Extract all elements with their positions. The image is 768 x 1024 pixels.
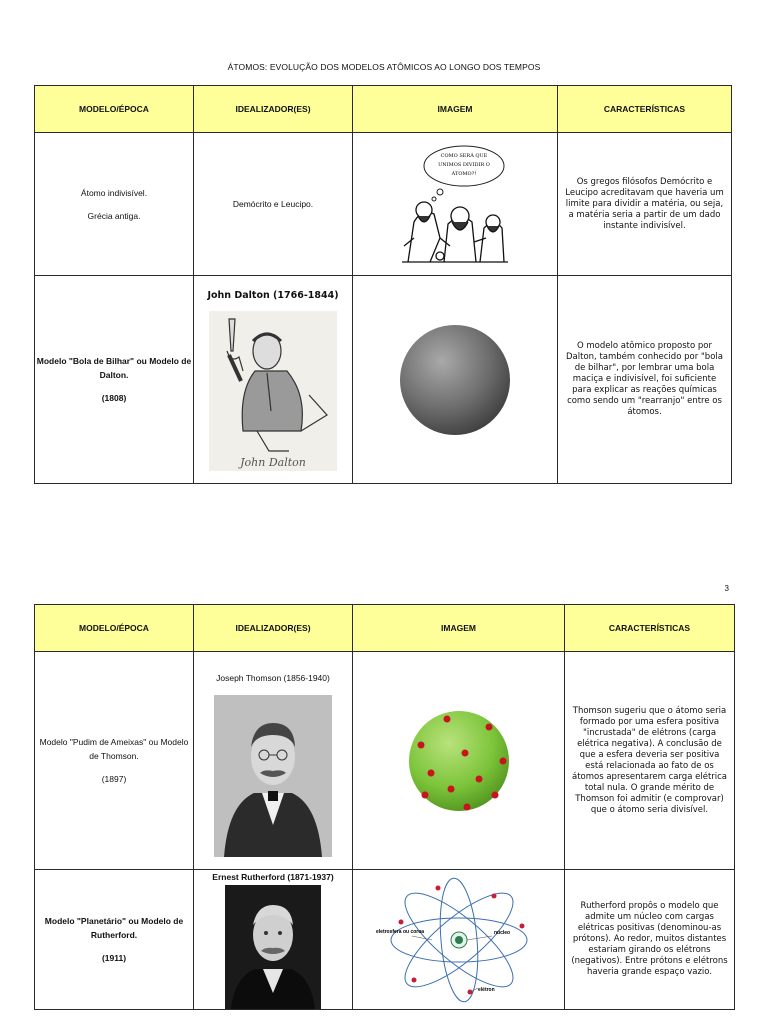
atomic-models-table-part-2 xyxy=(34,604,735,1010)
cartoon-caption-line-1: COMO SERÁ QUE xyxy=(440,153,488,159)
table-row xyxy=(35,276,732,484)
document-title: ÁTOMOS: EVOLUÇÃO DOS MODELOS ATÔMICOS AO LONGO DOS TEMPOS xyxy=(227,62,541,72)
model-name: Modelo "Bola de Bilhar" ou Modelo de Dalton. xyxy=(36,356,192,380)
model-cell xyxy=(35,652,194,870)
authors-cell xyxy=(194,276,353,484)
label-eletron: elétron xyxy=(477,986,495,993)
authors-cell xyxy=(194,870,353,1010)
model-cell xyxy=(35,276,194,484)
billiard-ball-sphere xyxy=(398,323,512,437)
authors-cell: Demócrito e Leucipo. xyxy=(194,133,353,276)
header-image: IMAGEM xyxy=(353,86,558,133)
page-number: 3 xyxy=(724,584,729,593)
model-name: Modelo "Pudim de Ameixas" ou Modelo de Thomson. xyxy=(39,737,189,761)
model-epoch: (1911) xyxy=(101,953,127,963)
planetary-model-diagram xyxy=(374,876,544,1004)
authors-cell xyxy=(194,652,353,870)
model-cell xyxy=(35,870,194,1010)
plum-pudding-sphere xyxy=(407,709,511,813)
scientist-name: Ernest Rutherford (1871-1937) xyxy=(212,872,334,882)
header-authors: IDEALIZADOR(ES) xyxy=(194,605,353,652)
label-nucleo: núcleo xyxy=(493,929,510,936)
table-row xyxy=(35,870,735,1010)
table-header-row xyxy=(35,86,732,133)
characteristics-cell: O modelo atômico proposto por Dalton, também conhecido por "bola de bilhar", por lembrar uma bola maciça e indivisível, foi suficiente para explicar as reações químicas como sendo um "rearranjo" entre os átomos. xyxy=(558,276,732,484)
header-characteristics: CARACTERÍSTICAS xyxy=(565,605,735,652)
header-authors: IDEALIZADOR(ES) xyxy=(194,86,353,133)
image-cell xyxy=(353,652,565,870)
model-epoch: (1897) xyxy=(101,774,127,784)
image-cell xyxy=(353,870,565,1010)
label-eletrosfera: eletrosfera ou coroa xyxy=(375,928,424,935)
dalton-signature: John Dalton xyxy=(240,456,306,469)
header-characteristics: CARACTERÍSTICAS xyxy=(558,86,732,133)
header-image: IMAGEM xyxy=(353,605,565,652)
model-epoch: Grécia antiga. xyxy=(87,210,141,221)
image-cell xyxy=(353,133,558,276)
cartoon-caption-line-2: UNIMOS DIVIDIR O xyxy=(438,162,490,168)
cartoon-caption-line-3: ÁTOMO?! xyxy=(451,171,477,177)
model-name: Modelo "Planetário" ou Modelo de Rutherford. xyxy=(44,916,184,940)
header-model: MODELO/ÉPOCA xyxy=(35,605,194,652)
table-row xyxy=(35,133,732,276)
atomic-models-table-part-1 xyxy=(34,85,732,484)
scientist-name: Joseph Thomson (1856-1940) xyxy=(216,673,330,683)
model-epoch: (1808) xyxy=(101,393,127,403)
dalton-portrait xyxy=(209,311,337,471)
characteristics-cell: Thomson sugeriu que o átomo seria formado por uma esfera positiva "incrustada" de elétrons (carga elétrica negativa). A conclusão de que a esfera deveria ser positiva está relacionada ao fato de os átomos apresentarem carga elétrica total nula. O grande mérito de Thomson foi admitir (e comprovar) que o átomo seria divisível. xyxy=(565,652,735,870)
header-model: MODELO/ÉPOCA xyxy=(35,86,194,133)
characteristics-cell: Rutherford propôs o modelo que admite um núcleo com cargas elétricas positivas (denominou-as prótons). Ao redor, muitos distantes estariam girando os elétrons (negativos). Entre prótons e elétrons haveria grande espaço vazio. xyxy=(565,870,735,1010)
greek-philosophers-cartoon xyxy=(400,142,510,266)
scientist-name: John Dalton (1766-1844) xyxy=(207,290,339,301)
model-cell xyxy=(35,133,194,276)
model-name: Átomo indivisível. xyxy=(80,187,148,198)
thomson-portrait xyxy=(214,695,332,857)
table-row xyxy=(35,652,735,870)
characteristics-cell: Os gregos filósofos Demócrito e Leucipo acreditavam que haveria um limite para dividir a matéria, ou seja, a matéria seria a partir de um dado instante indivisível. xyxy=(558,133,732,276)
rutherford-portrait xyxy=(225,885,321,1009)
image-cell xyxy=(353,276,558,484)
table-header-row xyxy=(35,605,735,652)
